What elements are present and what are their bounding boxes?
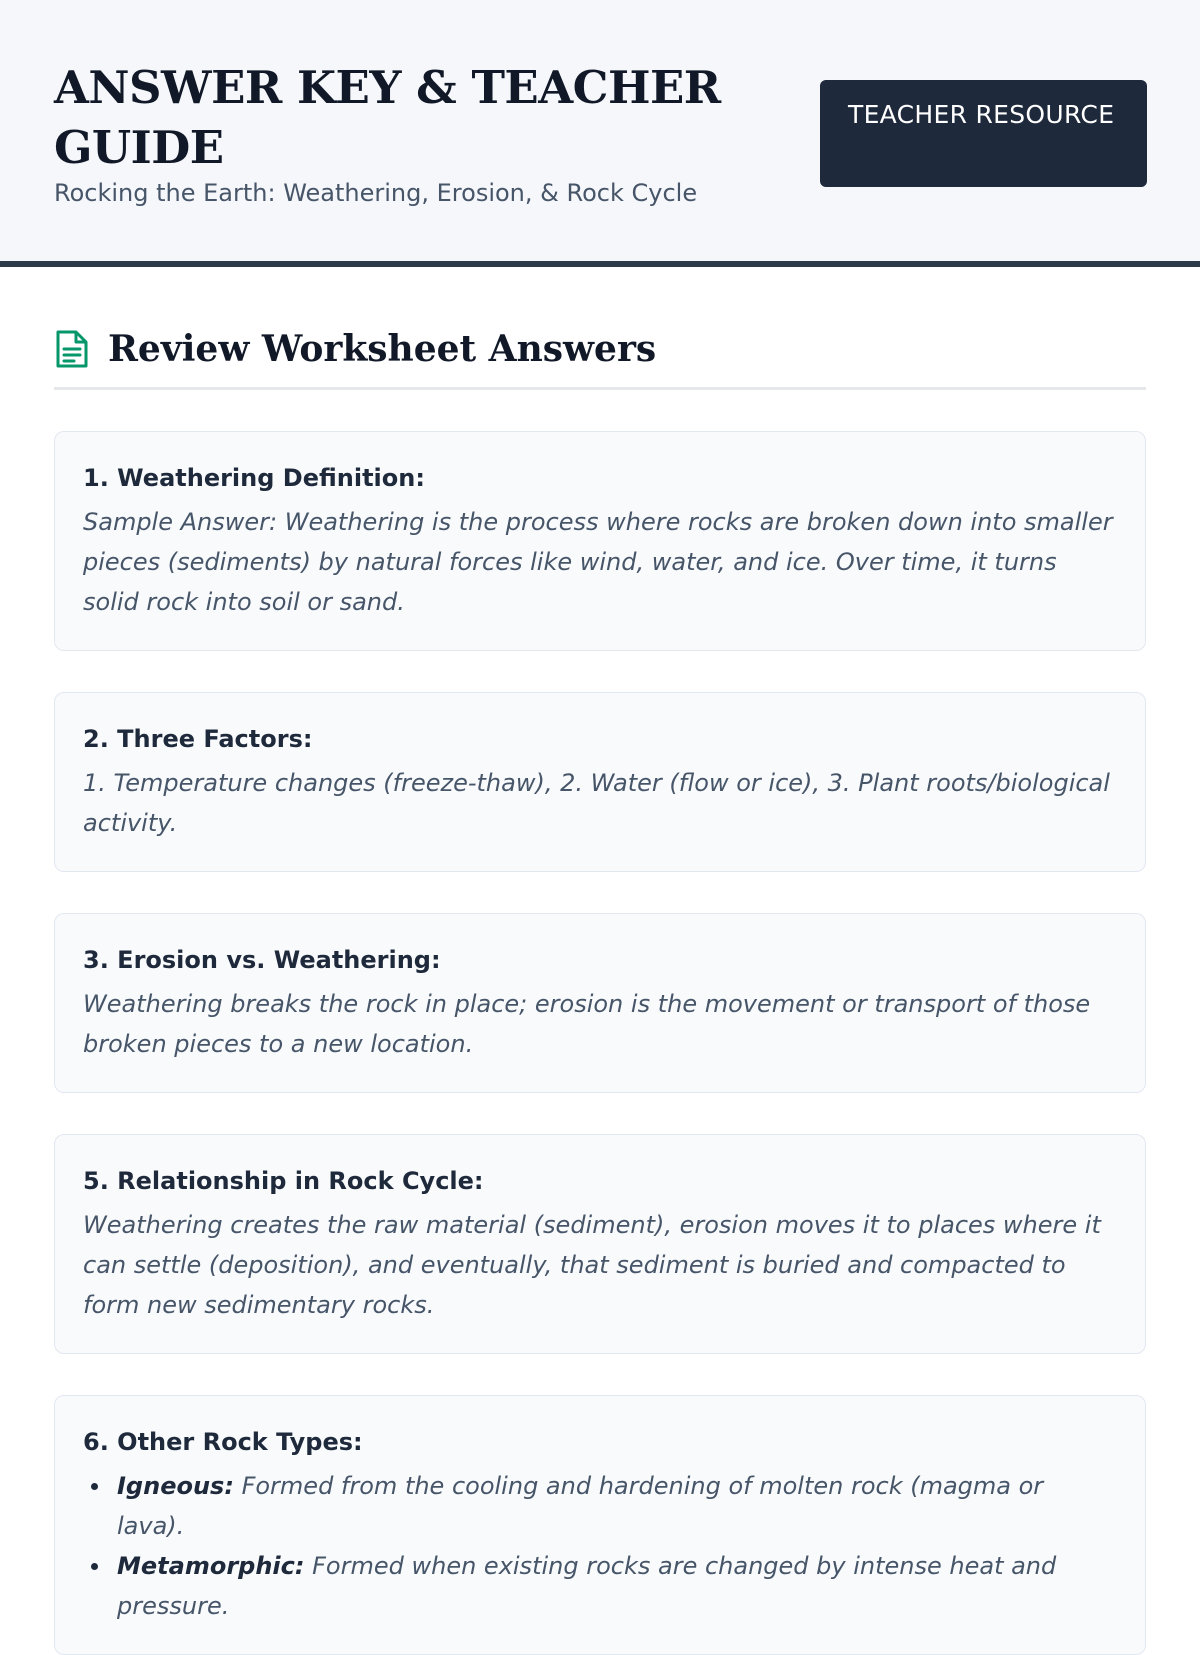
- page-subtitle: Rocking the Earth: Weathering, Erosion, & Rock Cycle: [54, 179, 698, 207]
- document-icon: [54, 329, 90, 369]
- section-heading: [54, 327, 1146, 390]
- answer-card: [54, 1134, 1146, 1354]
- answer-text: 1. Temperature changes (freeze-thaw), 2. Water (flow or ice), 3. Plant roots/biological activity.: [83, 769, 1110, 837]
- answer-title: 6. Other Rock Types:: [83, 1428, 363, 1456]
- answer-text: Sample Answer: Weathering is the process where rocks are broken down into smaller pieces (sediments) by natural forces like wind, water, and ice. Over time, it turns solid rock into soil or sand.: [83, 508, 1113, 616]
- rock-type-description: Formed when existing rocks are changed by intense heat and pressure.: [117, 1552, 1057, 1620]
- list-item: [83, 1546, 1117, 1626]
- header-text: [54, 58, 754, 208]
- rock-type-list: [83, 1466, 1117, 1626]
- section-title: Review Worksheet Answers: [108, 328, 657, 370]
- teacher-resource-badge: TEACHER RESOURCE: [820, 80, 1147, 187]
- answer-title: 3. Erosion vs. Weathering:: [83, 946, 441, 974]
- answer-title: 1. Weathering Definition:: [83, 464, 425, 492]
- answer-card: [54, 1395, 1146, 1655]
- rock-type-description: Formed from the cooling and hardening of molten rock (magma or lava).: [117, 1472, 1044, 1540]
- rock-type-term: Metamorphic:: [117, 1552, 305, 1580]
- answer-text: Weathering creates the raw material (sediment), erosion moves it to places where it can settle (deposition), and eventually, that sediment is buried and compacted to form new sedimentary rocks.: [83, 1211, 1101, 1319]
- answer-card: [54, 913, 1146, 1093]
- answer-card: [54, 431, 1146, 651]
- page-header: [0, 0, 1200, 267]
- main-content: [0, 327, 1200, 1655]
- answer-card: [54, 692, 1146, 872]
- rock-type-term: Igneous:: [117, 1472, 234, 1500]
- answer-title: 2. Three Factors:: [83, 725, 313, 753]
- list-item: [83, 1466, 1117, 1546]
- answer-title: 5. Relationship in Rock Cycle:: [83, 1167, 484, 1195]
- answer-text: Weathering breaks the rock in place; erosion is the movement or transport of those broken pieces to a new location.: [83, 990, 1091, 1058]
- page-title: ANSWER KEY & TEACHER GUIDE: [54, 61, 721, 174]
